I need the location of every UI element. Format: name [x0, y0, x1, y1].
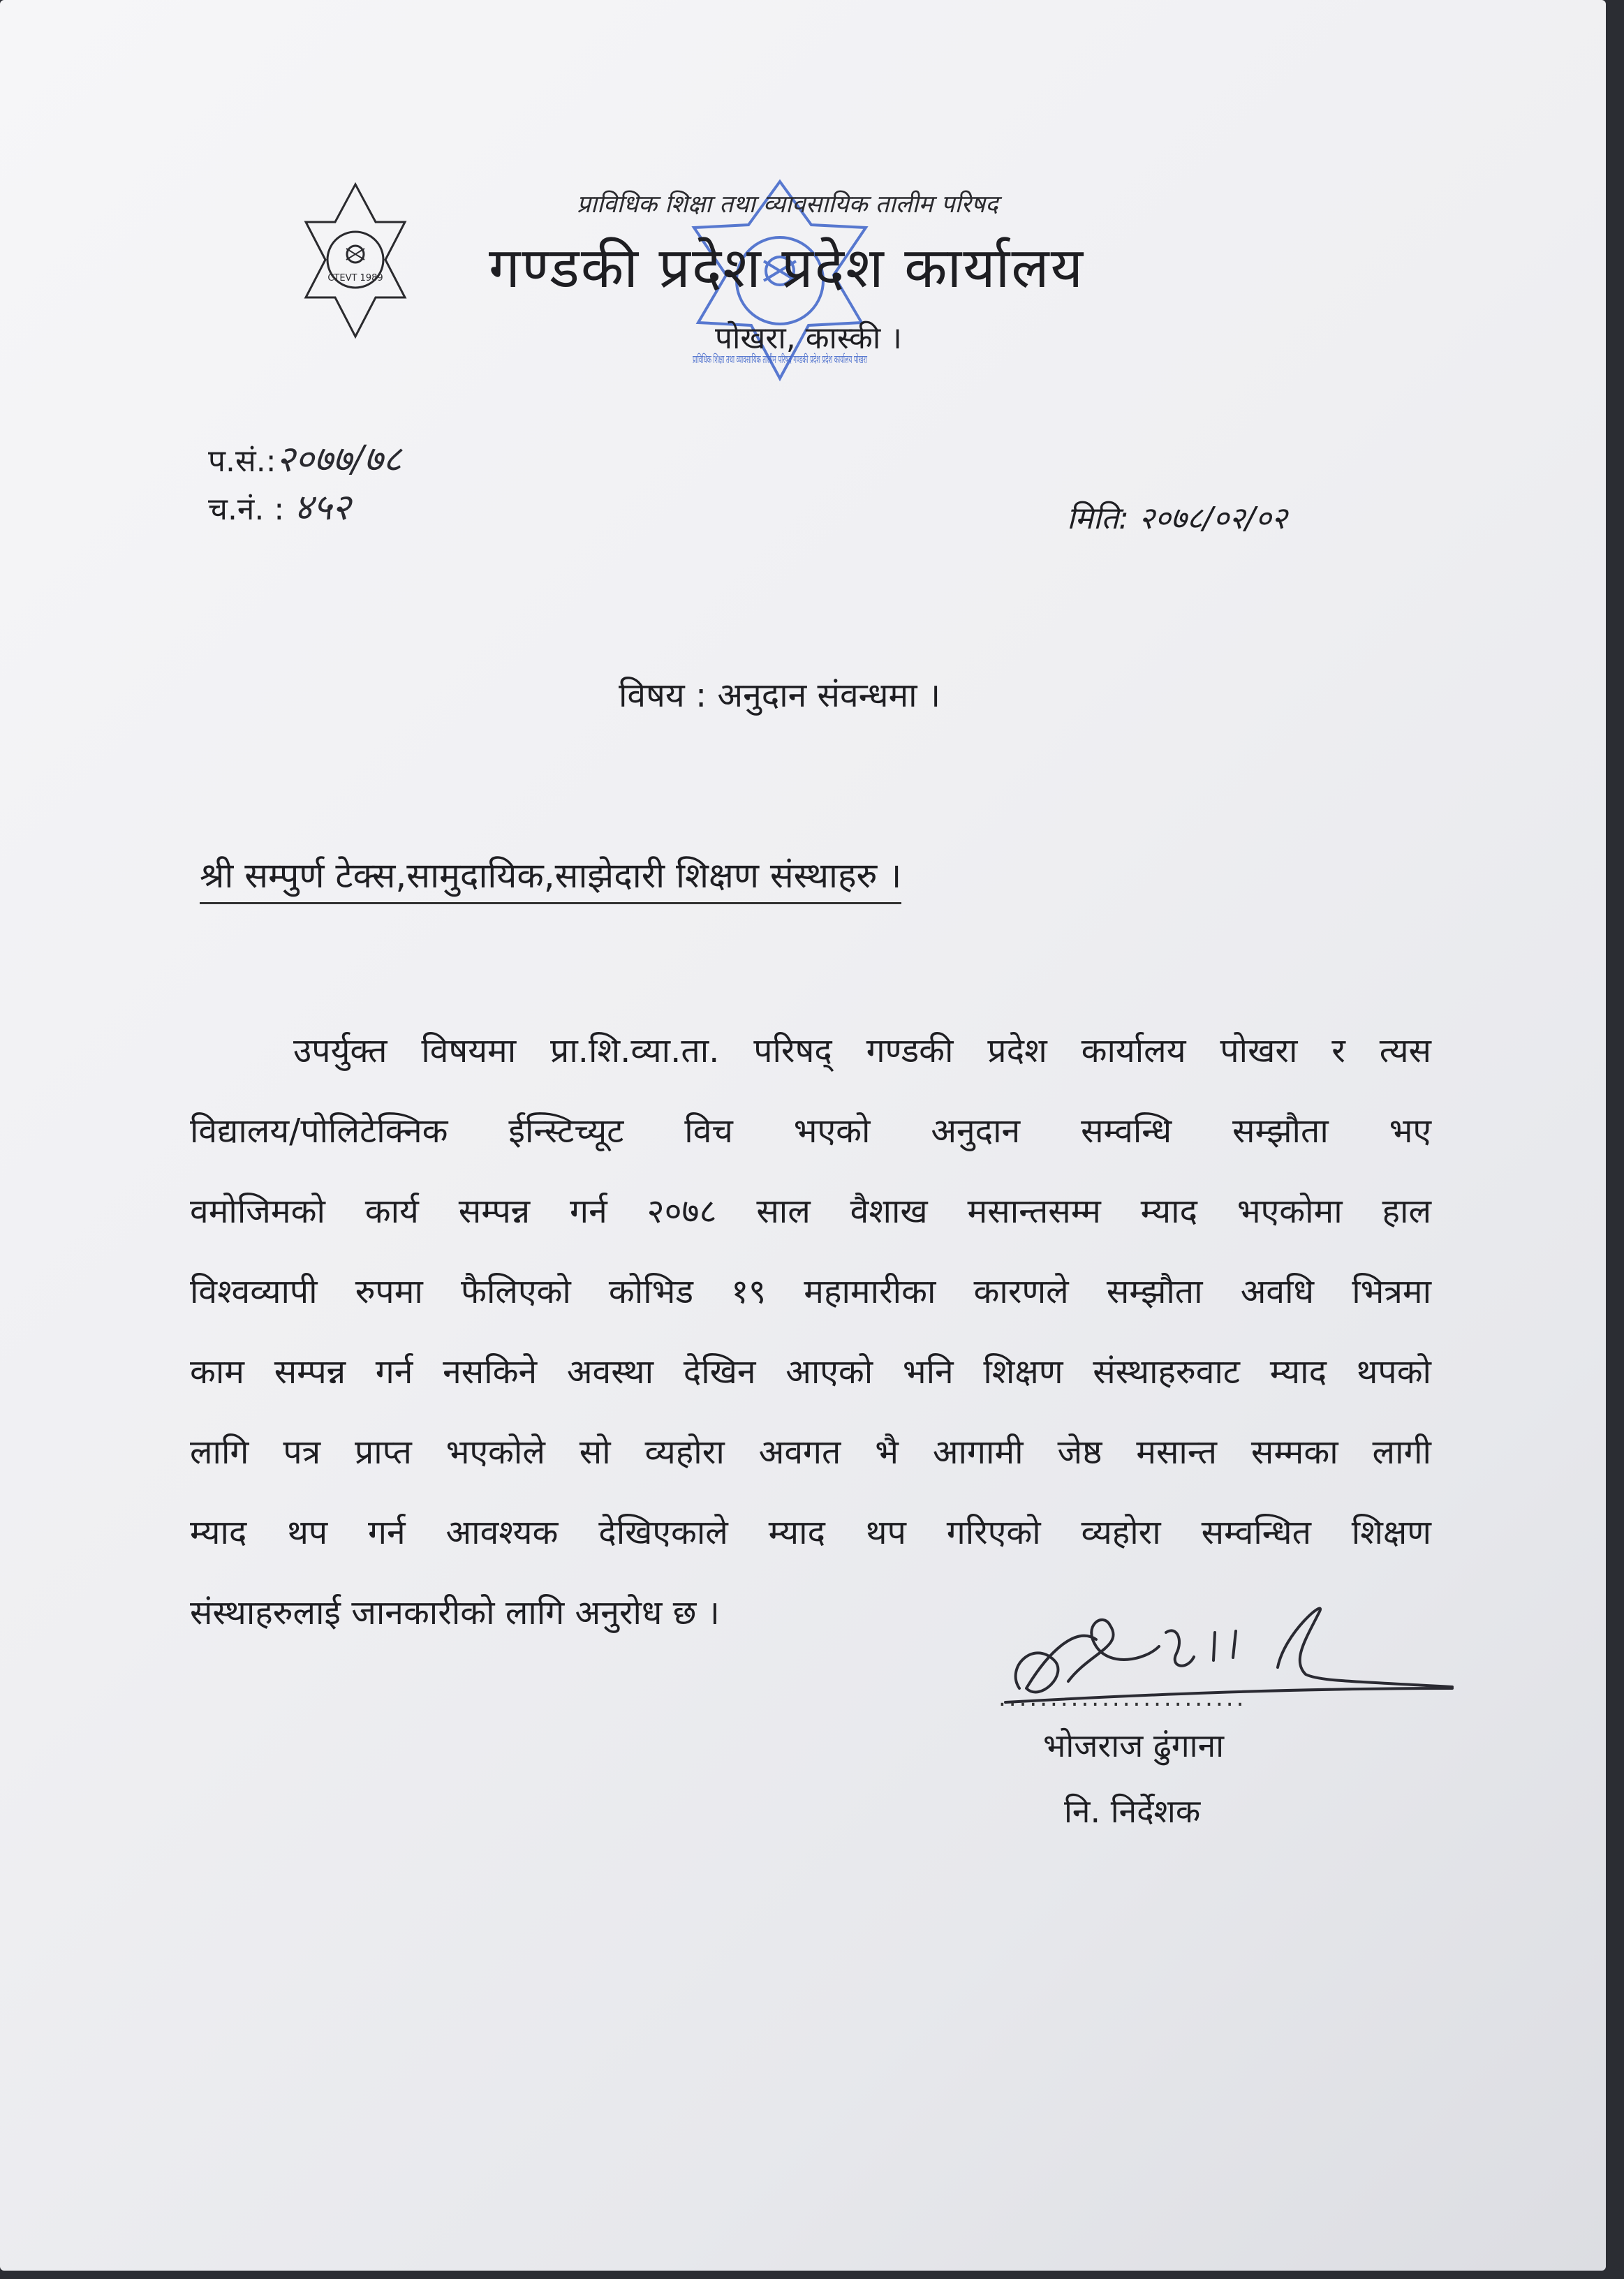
patra-label: प.सं.: — [208, 443, 276, 479]
body-line: विश्वव्यापी रुपमा फैलिएको कोभिड १९ महामारीका कारणले सम्झौता अवधि भित्रमा — [190, 1272, 1431, 1311]
letter-subject: विषय : अनुदान संवन्धमा । — [619, 676, 941, 715]
body-line: वमोजिमको कार्य सम्पन्न गर्न २०७८ साल वैशाख मसान्तसम्म म्याद भएकोमा हाल — [190, 1192, 1431, 1231]
council-name: प्राविधिक शिक्षा तथा व्यावसायिक तालीम परिषद — [577, 191, 998, 219]
patra-sankhya — [208, 436, 401, 485]
chalani-value: ४५२ — [294, 487, 351, 529]
body-line: उपर्युक्त विषयमा प्रा.शि.व्या.ता. परिषद् गण्डकी प्रदेश कार्यालय पोखरा र त्यस — [293, 1031, 1431, 1070]
office-name: गण्डकी प्रदेश प्रदेश कार्यालय — [489, 235, 1085, 300]
body-line: लागि पत्र प्राप्त भएकोले सो व्यहोरा अवगत भै आगामी जेष्ठ मसान्त सम्मका लागी — [190, 1433, 1431, 1472]
signature-line: ........................ — [998, 1684, 1247, 1712]
body-line: संस्थाहरुलाई जानकारीको लागि अनुरोध छ । — [190, 1593, 720, 1632]
letter-addressee: श्री सम्पुर्ण टेक्स,सामुदायिक,साझेदारी शिक्षण संस्थाहरु । — [200, 850, 901, 904]
chalani-number — [208, 485, 401, 533]
body-line: विद्यालय/पोलिटेक्निक ईन्स्टिच्यूट विच भएको अनुदान सम्वन्धि सम्झौता भए — [190, 1112, 1431, 1151]
chalani-label: च.नं. : — [208, 492, 285, 527]
reference-block — [208, 436, 401, 533]
signer-name: भोजराज ढुंगाना — [1043, 1727, 1225, 1764]
letter-body — [190, 1011, 1431, 1653]
signer-designation: नि. निर्देशक — [1064, 1792, 1201, 1830]
body-line: म्याद थप गर्न आवश्यक देखिएकाले म्याद थप गरिएको व्यहोरा सम्वन्धित शिक्षण — [190, 1513, 1431, 1552]
office-location: पोखरा, कास्की । — [715, 320, 902, 356]
patra-value: २०७७/७८ — [276, 438, 402, 480]
letter-date: मिति: २०७८/०२/०२ — [1067, 501, 1287, 536]
svg-text:प्राविधिक शिक्षा तथा व्यावसायि: प्राविधिक शिक्षा तथा व्यावसायिक तालीम परिषद गण्डकी प्रदेश प्रदेश कार्यालय पोखरा — [693, 353, 868, 366]
svg-text:CTEVT 1989: CTEVT 1989 — [327, 273, 383, 283]
ctevt-logo — [303, 182, 408, 341]
body-line: काम सम्पन्न गर्न नसकिने अवस्था देखिन आएको भनि शिक्षण संस्थाहरुवाट म्याद थपको — [190, 1352, 1431, 1392]
